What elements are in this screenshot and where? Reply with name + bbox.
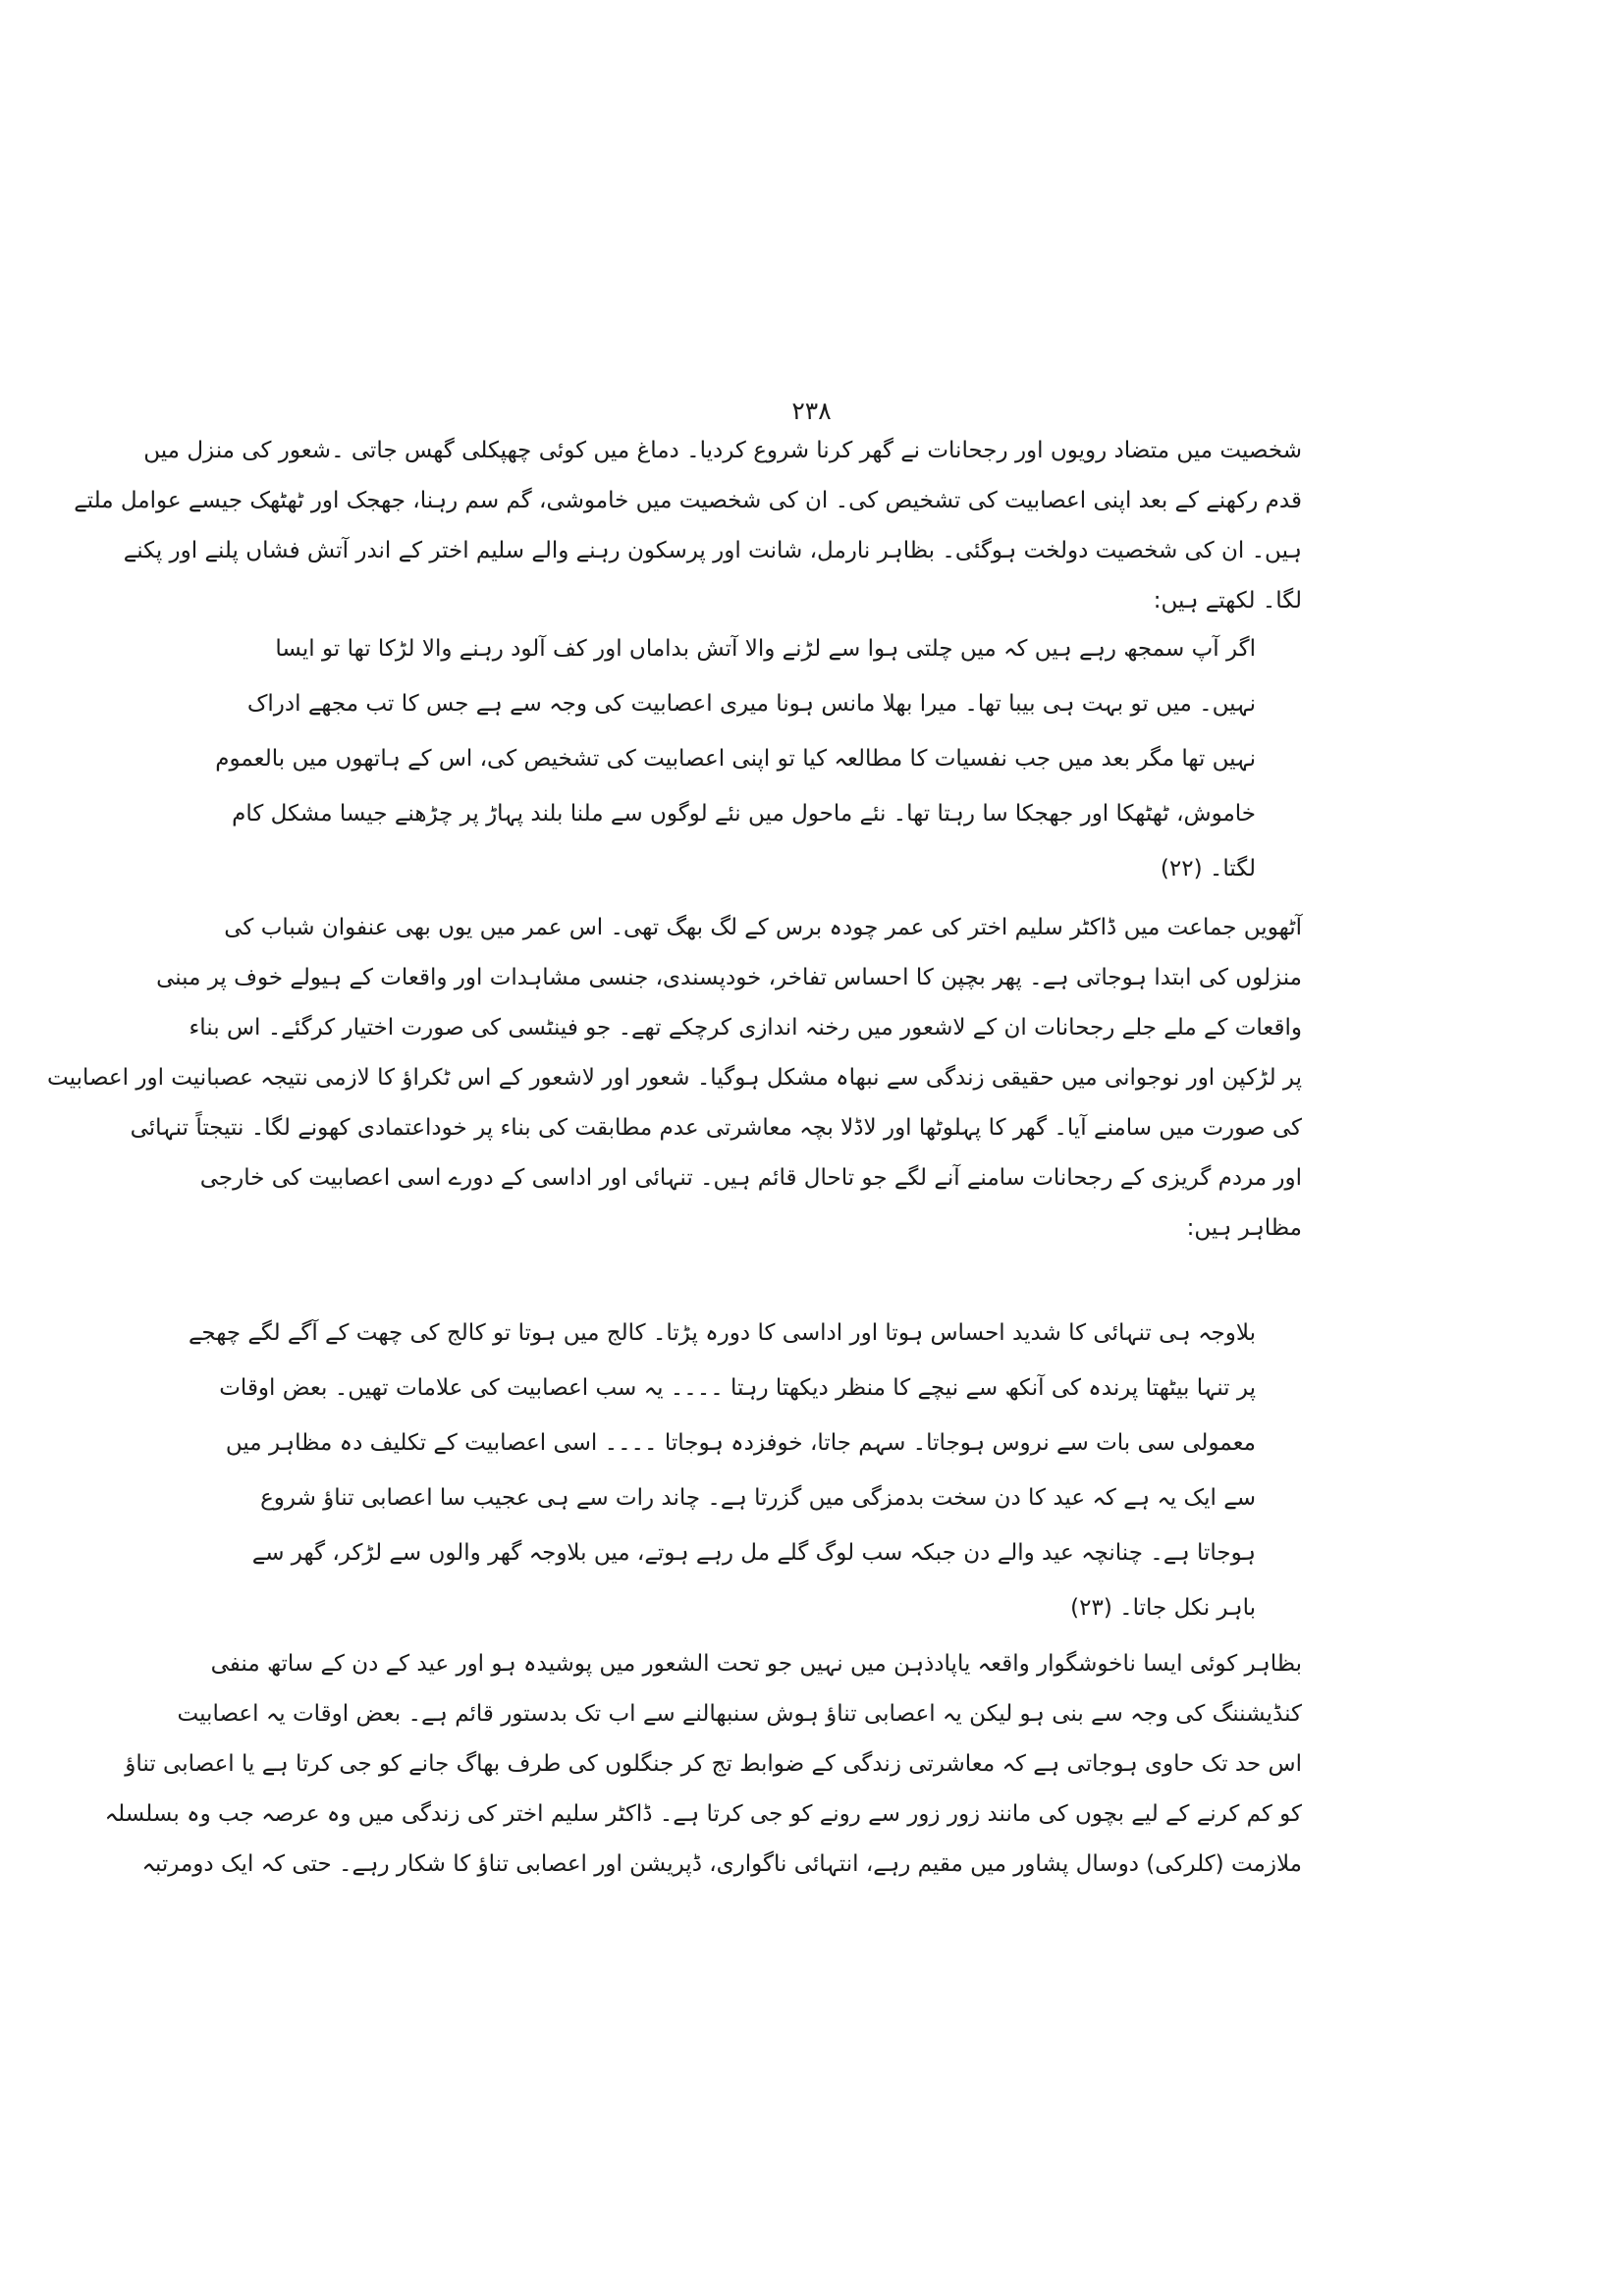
page-number: ۲۳۸ [791,397,832,425]
text-line: منزلوں کی ابتدا ہوجاتی ہے۔ پھر بچپن کا احساس تفاخر، خودپسندی، جنسی مشاہدات اور واقعات کے ہیولے خوف پر مبنی [156,965,1302,990]
paragraph [104,1639,1302,1890]
text-line: واقعات کے ملے جلے رجحانات ان کے لاشعور میں رخنہ اندازی کرچکے تھے۔ جو فینٹسی کی صورت اختیار کرگئے۔ اس بناء [189,1015,1302,1041]
text-line: پر لڑکپن اور نوجوانی میں حقیقی زندگی سے نبھاہ مشکل ہوگیا۔ شعور اور لاشعور کے اس ٹکراؤ کا لازمی نتیجہ عصبانیت اور اعصابیت [47,1065,1302,1091]
text-line: کی صورت میں سامنے آیا۔ گھر کا پہلوٹھا اور لاڈلا بچہ معاشرتی عدم مطابقت کی بناء پر خوداعتمادی کھونے لگا۔ نتیجتاً تنہائی [130,1115,1302,1141]
quote-line: لگتا۔ (۲۲) [1160,856,1256,881]
quote-line: نہیں۔ میں تو بہت ہی بیبا تھا۔ میرا بھلا مانس ہونا میری اعصابیت کی وجہ سے ہے جس کا تب مجھے ادراک [246,691,1256,717]
text-line: ملازمت (کلرکی) دوسال پشاور میں مقیم رہے، انتہائی ناگواری، ڈپریشن اور اعصابی تناؤ کا شکار رہے۔ حتی کہ ایک دومرتبہ [141,1851,1302,1877]
text-line: کنڈیشننگ کی وجہ سے بنی ہو لیکن یہ اعصابی تناؤ ہوش سنبھالنے سے اب تک بدستور قائم ہے۔ بعض اوقات یہ اعصابیت [177,1701,1302,1727]
paragraph [74,426,1302,626]
text-line: قدم رکھنے کے بعد اپنی اعصابیت کی تشخیص کی۔ ان کی شخصیت میں خاموشی، گم سم رہنا، جھجک اور ٹھٹھک جیسے عوامل ملتے [74,488,1302,513]
quote-line: بلاوجہ ہی تنہائی کا شدید احساس ہوتا اور اداسی کا دورہ پڑتا۔ کالج میں ہوتا تو کالج کی چھت کے آگے لگے چھجے [188,1320,1256,1346]
text-line: کو کم کرنے کے لیے بچوں کی مانند زور زور سے رونے کو جی کرتا ہے۔ ڈاکٹر سلیم اختر کی زندگی میں وہ عرصہ جب وہ بسلسلہ [104,1801,1302,1827]
text-line: ہیں۔ ان کی شخصیت دولخت ہوگئی۔ بظاہر نارمل، شانت اور پرسکون رہنے والے سلیم اختر کے اندر آتش فشاں پلنے اور پکنے [123,538,1302,563]
quote-line: نہیں تھا مگر بعد میں جب نفسیات کا مطالعہ کیا تو اپنی اعصابیت کی تشخیص کی، اس کے ہاتھوں میں بالعموم [215,746,1256,772]
text-line: بظاہر کوئی ایسا ناخوشگوار واقعہ یاپادذہن میں نہیں جو تحت الشعور میں پوشیدہ ہو اور عید کے دن کے ساتھ منفی [210,1651,1302,1677]
quote-line: معمولی سی بات سے نروس ہوجاتا۔ سہم جاتا، خوفزدہ ہوجاتا ۔۔۔۔ اسی اعصابیت کے تکلیف دہ مظاہر میں [225,1430,1256,1456]
quote-line: باہر نکل جاتا۔ (۲۳) [1070,1595,1256,1621]
block-quote [188,1306,1256,1635]
quote-line: سے ایک یہ ہے کہ عید کا دن سخت بدمزگی میں گزرتا ہے۔ چاند رات سے ہی عجیب سا اعصابی تناؤ شروع [260,1485,1256,1511]
text-line: اور مردم گریزی کے رجحانات سامنے آنے لگے جو تاحال قائم ہیں۔ تنہائی اور اداسی کے دورے اسی اعصابیت کی خارجی [199,1165,1302,1191]
paragraph [47,903,1302,1254]
text-line: شخصیت میں متضاد رویوں اور رجحانات نے گھر کرنا شروع کردیا۔ دماغ میں کوئی چھپکلی گھس جاتی ۔شعور کی منزل میں [143,438,1302,463]
quote-line: پر تنہا بیٹھتا پرندہ کی آنکھ سے نیچے کا منظر دیکھتا رہتا ۔۔۔۔ یہ سب اعصابیت کی علامات تھیں۔ بعض اوقات [219,1375,1256,1401]
text-line: لگا۔ لکھتے ہیں: [1153,588,1302,614]
text-line: اس حد تک حاوی ہوجاتی ہے کہ معاشرتی زندگی کے ضوابط تج کر جنگلوں کی طرف بھاگ جانے کو جی کرتا ہے یا اعصابی تناؤ [125,1751,1302,1777]
quote-line: خاموش، ٹھٹھکا اور جھجکا سا رہتا تھا۔ نئے ماحول میں نئے لوگوں سے ملنا بلند پہاڑ پر چڑھنے جیسا مشکل کام [232,801,1256,827]
quote-line: اگر آپ سمجھ رہے ہیں کہ میں چلتی ہوا سے لڑنے والا آتش بداماں اور کف آلود رہنے والا لڑکا تھا تو ایسا [275,636,1256,662]
block-quote [215,621,1256,896]
quote-line: ہوجاتا ہے۔ چنانچہ عید والے دن جبکہ سب لوگ گلے مل رہے ہوتے، میں بلاوجہ گھر والوں سے لڑکر، گھر سے [251,1540,1256,1566]
text-line: مظاہر ہیں: [1186,1215,1302,1241]
text-line: آٹھویں جماعت میں ڈاکٹر سلیم اختر کی عمر چودہ برس کے لگ بھگ تھی۔ اس عمر میں یوں بھی عنفوان شباب کی [224,915,1302,940]
